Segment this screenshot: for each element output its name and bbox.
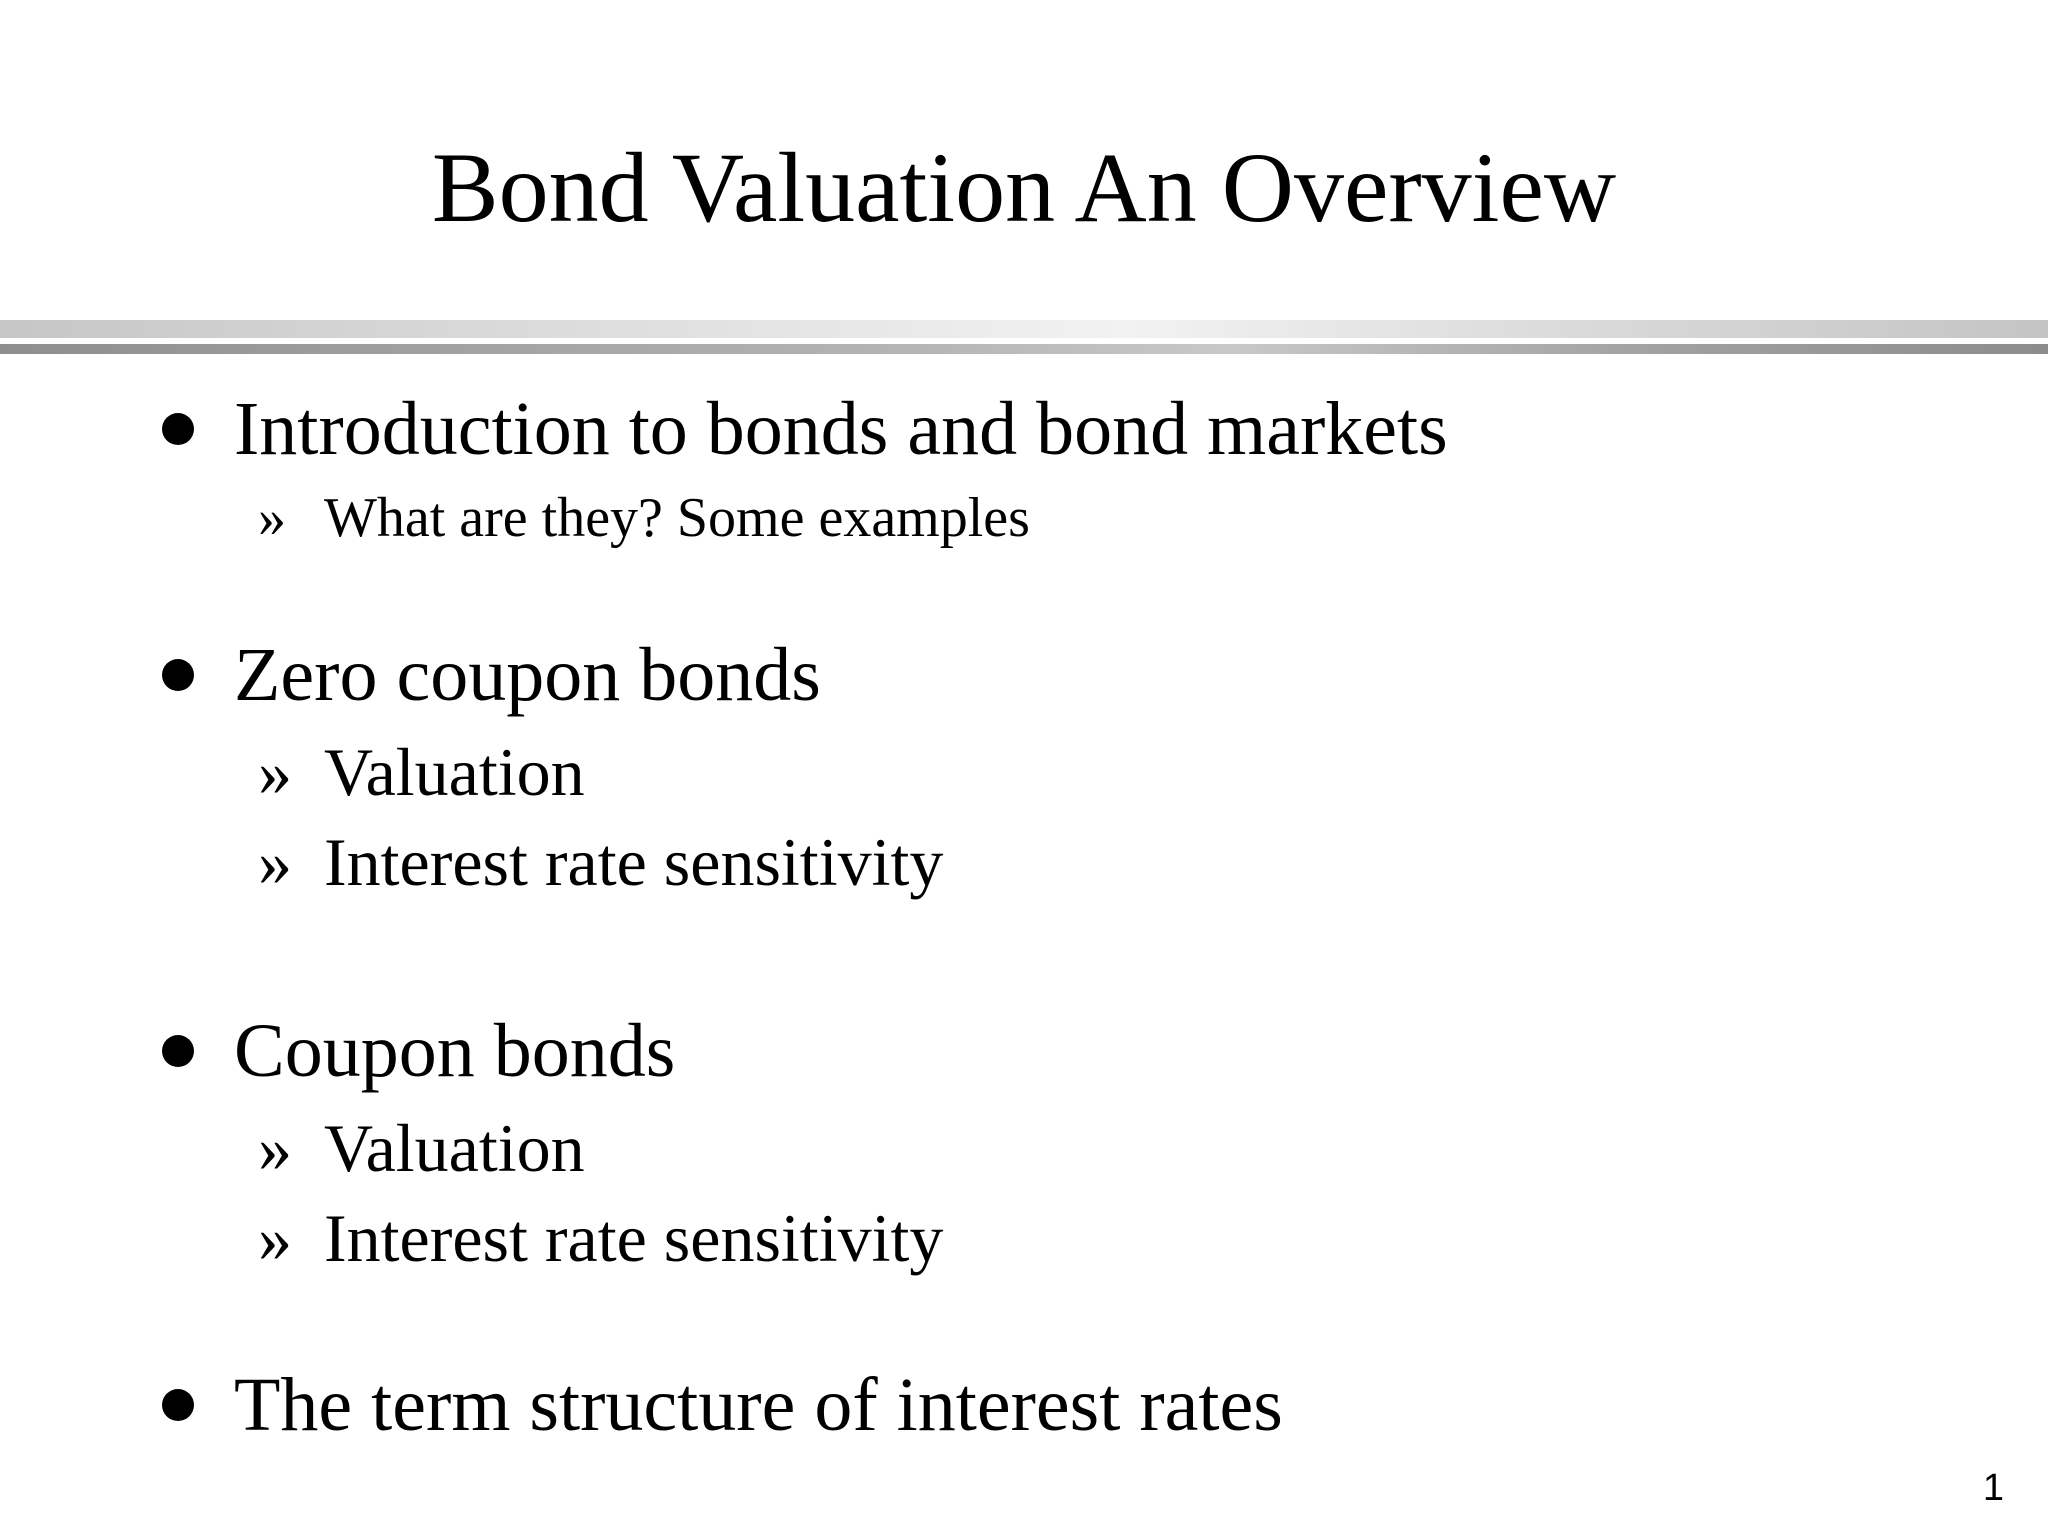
slide-title: Bond Valuation An Overview: [431, 132, 1617, 243]
bullet-item: [0, 384, 2048, 474]
sub-item-text: What are they? Some examples: [324, 487, 1030, 549]
bullet-item: [0, 1006, 2048, 1096]
chevron-marker-icon: »: [258, 824, 292, 900]
page-number: 1: [1982, 1467, 2004, 1509]
sub-item-text: Valuation: [324, 734, 585, 810]
bullet-dot-icon: [162, 659, 194, 691]
bullet-text: Zero coupon bonds: [234, 633, 821, 717]
chevron-marker-icon: »: [258, 1200, 292, 1276]
sub-item-text: Valuation: [324, 1110, 585, 1186]
bullet-item: [0, 1360, 2048, 1450]
bullet-item: [0, 630, 2048, 720]
bullet-text: Coupon bonds: [234, 1009, 676, 1093]
sub-item-text: Interest rate sensitivity: [324, 824, 944, 900]
bullet-text: The term structure of interest rates: [234, 1363, 1283, 1447]
bullet-text: Introduction to bonds and bond markets: [234, 387, 1448, 471]
bullet-dot-icon: [162, 1389, 194, 1421]
chevron-marker-icon: »: [258, 1110, 292, 1186]
bullet-dot-icon: [162, 413, 194, 445]
chevron-marker-icon: »: [258, 734, 292, 810]
title-divider-light: [0, 320, 2048, 338]
title-divider-dark: [0, 344, 2048, 354]
sub-item-text: Interest rate sensitivity: [324, 1200, 944, 1276]
bullet-dot-icon: [162, 1035, 194, 1067]
chevron-marker-icon: »: [258, 487, 286, 549]
